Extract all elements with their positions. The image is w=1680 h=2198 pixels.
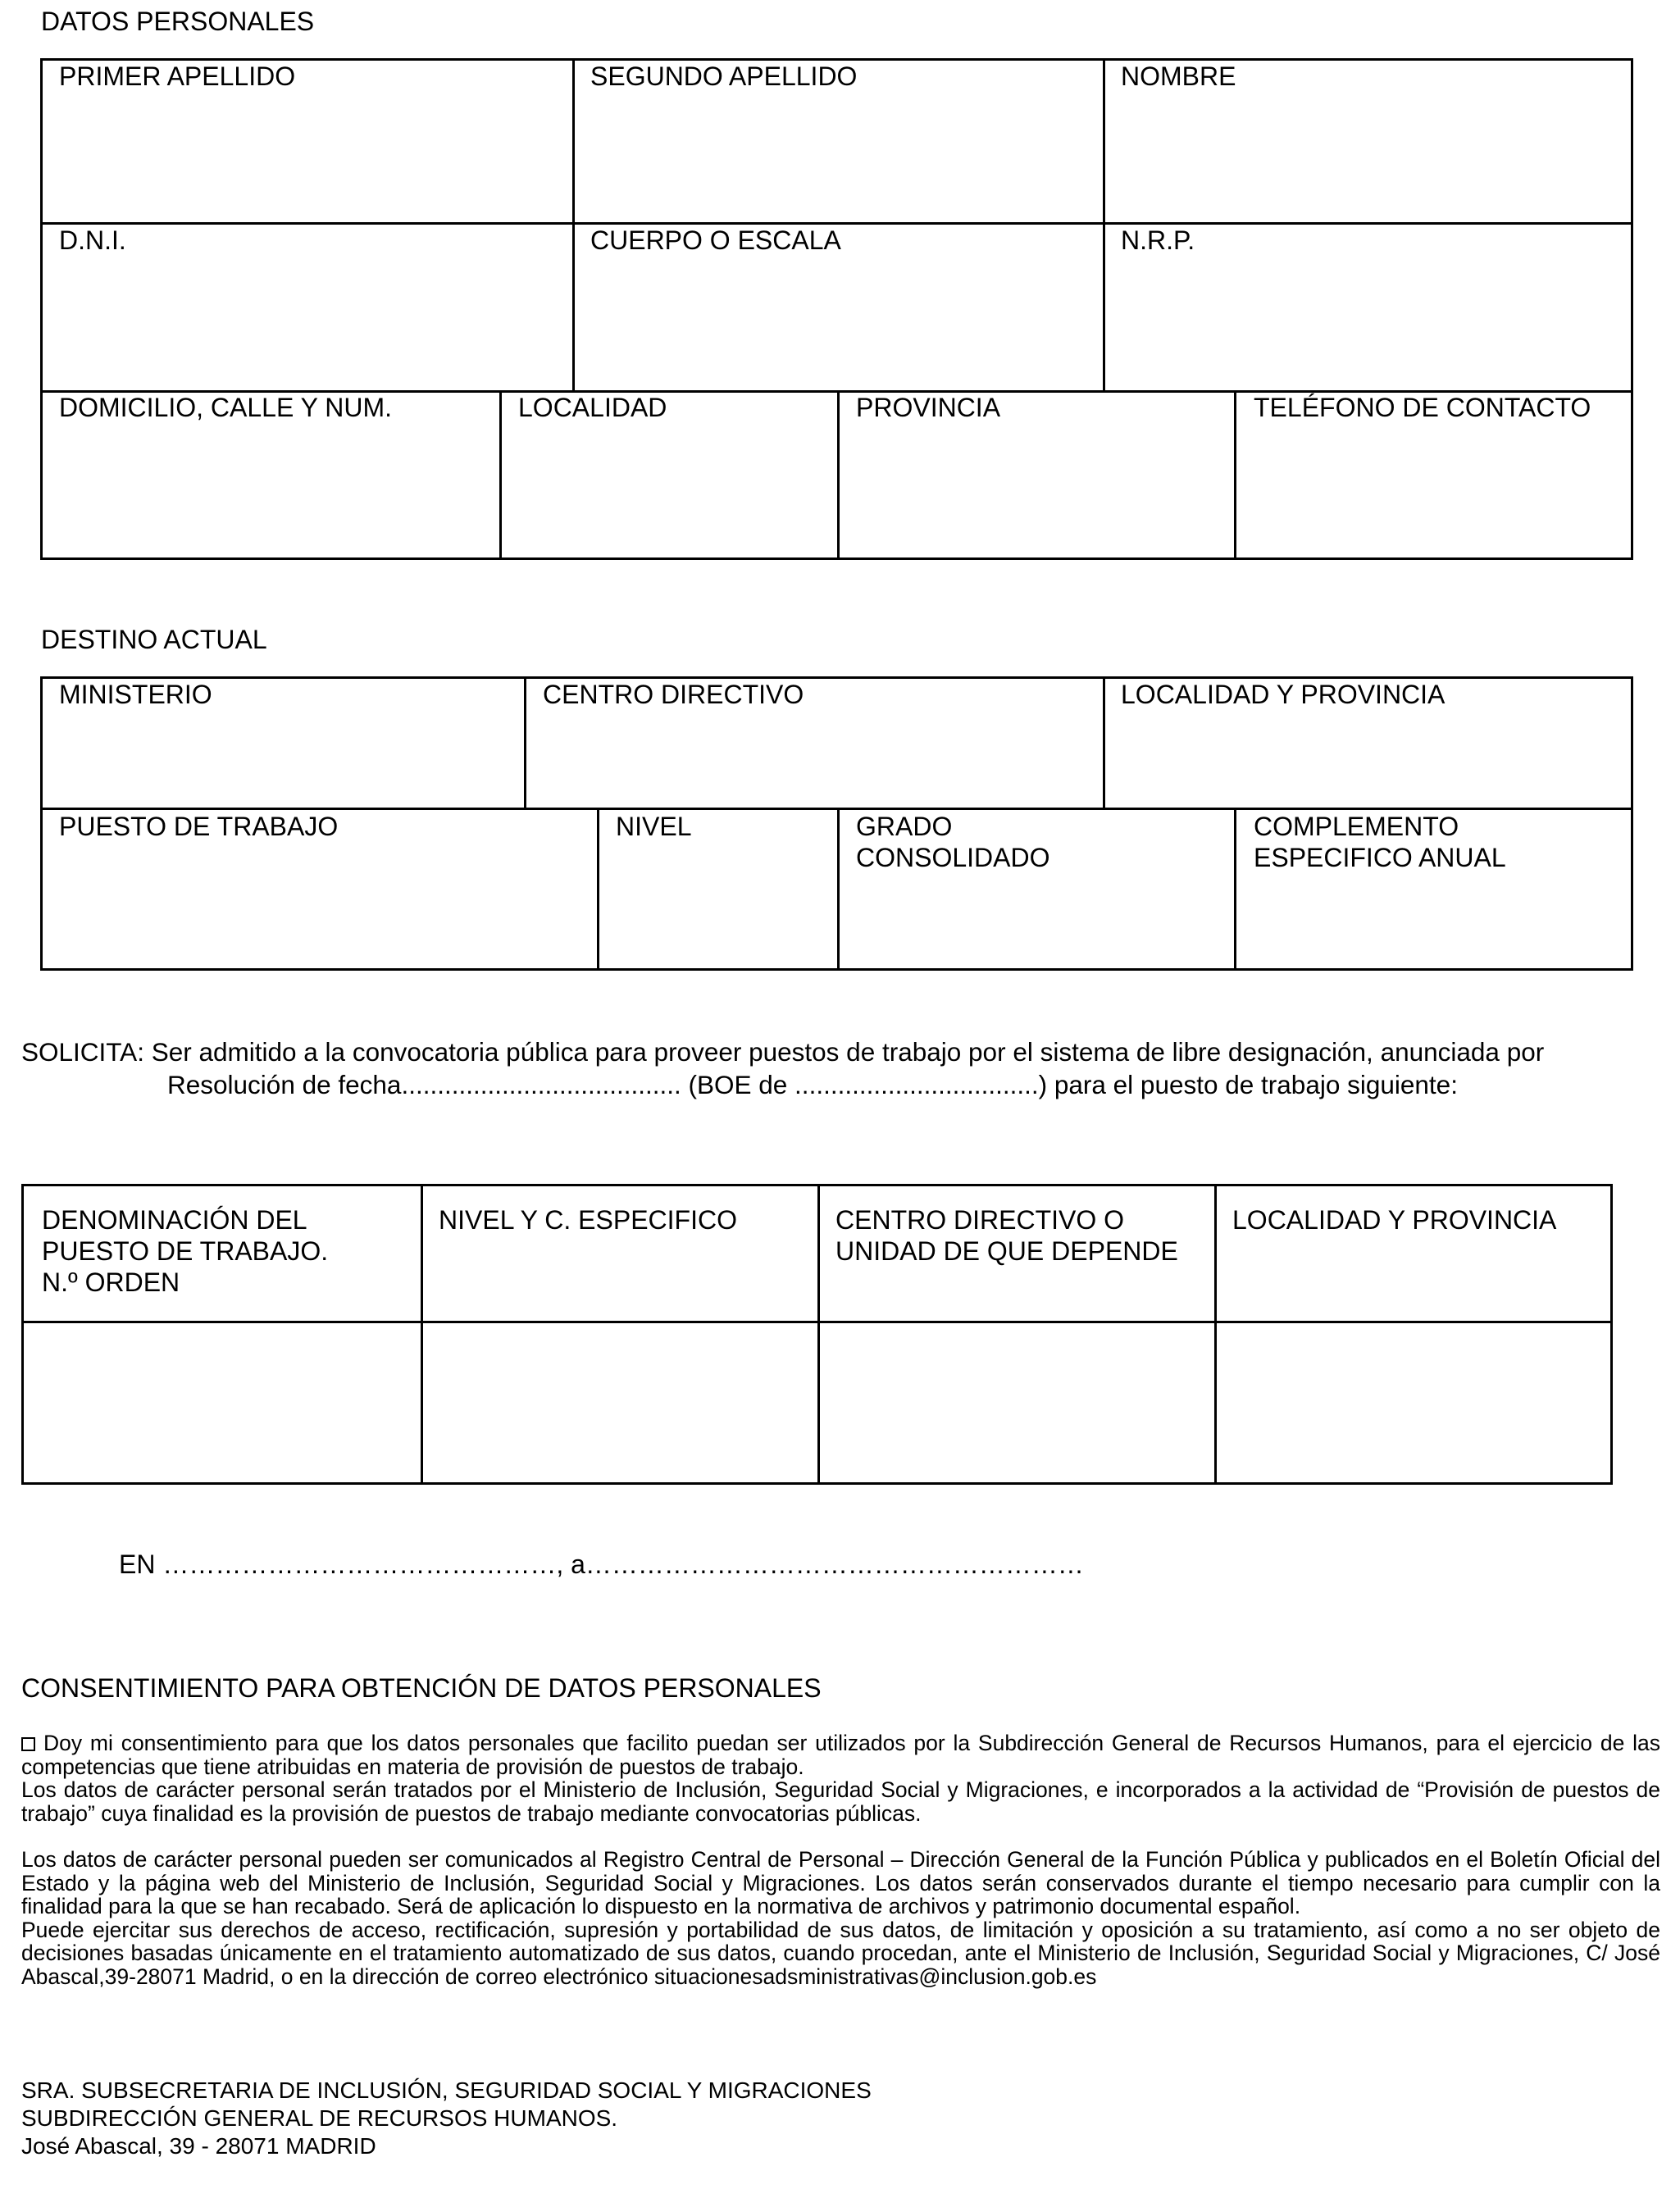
- destinatario-line-3: José Abascal, 39 - 28071 MADRID: [21, 2133, 376, 2159]
- col-divider: [1234, 808, 1236, 968]
- destino-actual-table: [40, 676, 1633, 971]
- centro-directivo-label: CENTRO DIRECTIVO: [543, 680, 804, 709]
- segundo-apellido-field[interactable]: [590, 110, 1094, 210]
- nombre-label: NOMBRE: [1121, 61, 1236, 91]
- ministerio-label: MINISTERIO: [59, 680, 212, 709]
- dni-field[interactable]: [59, 275, 562, 380]
- domicilio-field[interactable]: [59, 443, 489, 547]
- col-divider: [837, 390, 840, 557]
- telefono-field[interactable]: [1254, 443, 1622, 547]
- cuerpo-escala-label: CUERPO O ESCALA: [590, 225, 841, 255]
- destinatario-line-1: SRA. SUBSECRETARIA DE INCLUSIÓN, SEGURIDAD SOCIAL Y MIGRACIONES: [21, 2077, 872, 2103]
- consentimiento-text: [21, 1732, 1660, 1988]
- col-divider: [421, 1186, 423, 1482]
- centro-directivo-field[interactable]: [543, 724, 1091, 799]
- nivel-label: NIVEL: [616, 812, 692, 841]
- consent-paragraph-3: Puede ejercitar sus derechos de acceso, rectificación, supresión y portabilidad de sus datos, de limitación y oposición a su tratamiento, así como a no ser objeto de decisiones basadas únicamente en el tratamiento automatizado de sus datos, cuando procedan, ante el Ministerio de Inclusión, Seguridad Social y Migraciones, C/ José Abascal,39-28071 Madrid, o en la dirección de correo electrónico situacionesadsministrativas@inclusion.gob.es: [21, 1917, 1660, 1989]
- col-divider: [817, 1186, 820, 1482]
- nivel-field[interactable]: [616, 884, 828, 959]
- puesto-trabajo-label: PUESTO DE TRABAJO: [59, 812, 339, 841]
- solicita-line1: SOLICITA: Ser admitido a la convocatoria pública para proveer puestos de trabajo por el sistema de libre designación, anunciada por: [21, 1037, 1545, 1067]
- nombre-field[interactable]: [1121, 110, 1624, 210]
- puesto-trabajo-field[interactable]: [59, 884, 587, 959]
- destino-actual-title: DESTINO ACTUAL: [41, 625, 267, 654]
- denominacion-header: DENOMINACIÓN DEL PUESTO DE TRABAJO. N.º ORDEN: [42, 1205, 329, 1297]
- nrp-field[interactable]: [1121, 275, 1624, 380]
- complemento-especifico-label: COMPLEMENTO ESPECIFICO ANUAL: [1254, 812, 1506, 872]
- grado-consolidado-field[interactable]: [856, 884, 1224, 959]
- col-divider: [1214, 1186, 1217, 1482]
- consent-checkbox[interactable]: [21, 1737, 35, 1751]
- col-divider: [1103, 61, 1105, 390]
- consentimiento-title: CONSENTIMIENTO PARA OBTENCIÓN DE DATOS PERSONALES: [21, 1673, 822, 1703]
- col-divider: [499, 390, 502, 557]
- consent-paragraph-2: Los datos de carácter personal pueden ser comunicados al Registro Central de Personal – Dirección General de la Función Pública y publicados en el Boletín Oficial del Estado y la página web del Ministerio de Inclusión, Seguridad Social y Migraciones. Los datos serán conservados durante el tiempo necesario para cumplir con la finalidad para la que se han recabado. Será de aplicación lo dispuesto en la normativa de archivos y patrimonio documental español.: [21, 1847, 1660, 1918]
- consent-checkbox-text: Doy mi consentimiento para que los datos personales que facilito puedan ser utilizados por la Subdirección General de Recursos Humanos, para el ejercicio de las competencias que tiene atribuidas en materia de provisión de puestos de trabajo.: [21, 1731, 1660, 1779]
- col-divider: [837, 808, 840, 968]
- telefono-label: TELÉFONO DE CONTACTO: [1254, 393, 1591, 422]
- col-divider: [1234, 390, 1236, 557]
- centro-directivo-field[interactable]: [831, 1334, 1208, 1467]
- datos-personales-table: [40, 58, 1633, 560]
- destinatario-block: [21, 2077, 872, 2160]
- primer-apellido-label: PRIMER APELLIDO: [59, 61, 296, 91]
- col-divider: [597, 808, 599, 968]
- col-divider: [572, 61, 575, 390]
- localidad-provincia-field[interactable]: [1227, 1334, 1604, 1467]
- complemento-especifico-field[interactable]: [1254, 884, 1622, 959]
- localidad-field[interactable]: [518, 443, 829, 547]
- centro-directivo-header: CENTRO DIRECTIVO O UNIDAD DE QUE DEPENDE: [835, 1205, 1178, 1266]
- cuerpo-escala-field[interactable]: [590, 275, 1094, 380]
- nivel-c-especifico-header: NIVEL Y C. ESPECIFICO: [439, 1205, 737, 1235]
- localidad-provincia-field[interactable]: [1121, 724, 1624, 799]
- localidad-provincia-label: LOCALIDAD Y PROVINCIA: [1121, 680, 1446, 709]
- col-divider: [1103, 679, 1105, 808]
- grado-consolidado-label: GRADO CONSOLIDADO: [856, 812, 1050, 872]
- localidad-label: LOCALIDAD: [518, 393, 667, 422]
- dni-label: D.N.I.: [59, 225, 126, 255]
- consent-paragraph-1: Los datos de carácter personal serán tratados por el Ministerio de Inclusión, Seguridad Social y Migraciones, e incorporados a la actividad de “Provisión de puestos de trabajo” cuya finalidad es la provisión de puestos de trabajo mediante convocatorias públicas.: [21, 1777, 1660, 1826]
- segundo-apellido-label: SEGUNDO APELLIDO: [590, 61, 858, 91]
- denominacion-field[interactable]: [36, 1334, 412, 1467]
- lugar-fecha-line: EN ………………………………………, a…………………………………………………: [119, 1550, 1084, 1579]
- primer-apellido-field[interactable]: [59, 110, 562, 210]
- col-divider: [524, 679, 526, 808]
- puesto-solicitado-table: [21, 1184, 1613, 1485]
- domicilio-label: DOMICILIO, CALLE Y NUM.: [59, 393, 393, 422]
- provincia-field[interactable]: [856, 443, 1224, 547]
- datos-personales-title: DATOS PERSONALES: [41, 7, 315, 36]
- provincia-label: PROVINCIA: [856, 393, 1001, 422]
- solicita-line2: Resolución de fecha....................................... (BOE de ..................................) para el puesto de trabajo siguiente:: [167, 1070, 1458, 1099]
- nrp-label: N.R.P.: [1121, 225, 1195, 255]
- localidad-provincia-header: LOCALIDAD Y PROVINCIA: [1232, 1205, 1557, 1235]
- destinatario-line-2: SUBDIRECCIÓN GENERAL DE RECURSOS HUMANOS.: [21, 2105, 618, 2131]
- nivel-c-especifico-field[interactable]: [434, 1334, 810, 1467]
- ministerio-field[interactable]: [59, 724, 513, 799]
